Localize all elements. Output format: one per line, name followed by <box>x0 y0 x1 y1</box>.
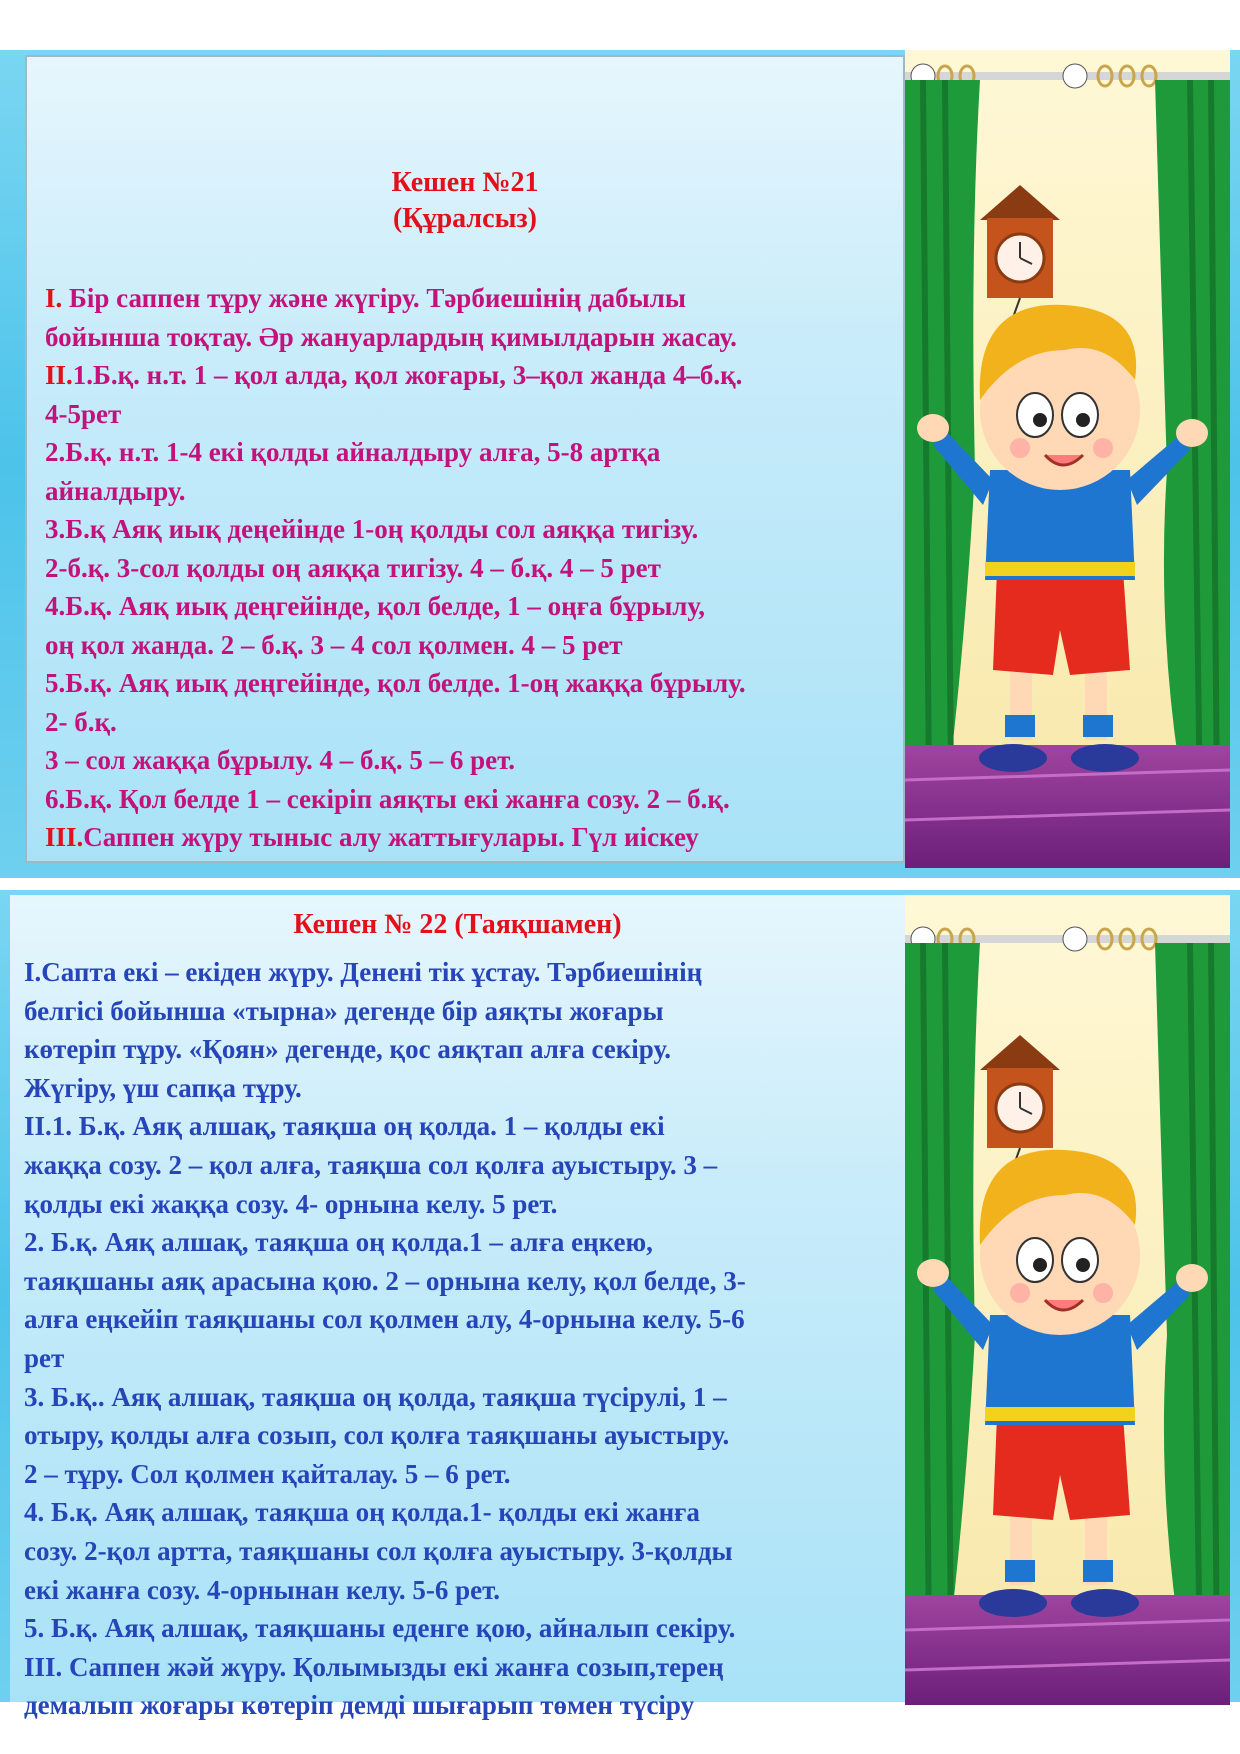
complex-22-line: рет <box>24 1342 65 1373</box>
complex-22-title: Кешен № 22 (Таяқшамен) <box>293 909 622 940</box>
complex-22-line: демалып жоғары көтеріп демді шығарып төмен түсіру <box>24 1690 695 1721</box>
complex-21-line <box>45 780 895 819</box>
line-text: Саппен жүру тыныс алу жаттығулары. Гүл иіскеу <box>83 822 699 852</box>
line-text: 4-5рет <box>45 398 122 429</box>
roman-numeral: ІІ. <box>45 360 73 390</box>
complex-22-line: созу. 2-қол артта, таяқшаны сол қолға ауыстыру. 3-қолды <box>24 1535 733 1566</box>
complex-22-line: Жүгіру, үш сапқа тұру. <box>24 1072 302 1103</box>
complex-22-line: таяқшаны аяқ арасына қою. 2 – орнына келу, қол белде, 3- <box>24 1265 746 1296</box>
complex-22-line: 2. Б.қ. Аяқ алшақ, таяқша оң қолда.1 – алға еңкею, <box>24 1227 653 1258</box>
line-text: Бір саппен тұру және жүгіру. Тәрбиешінің дабылы <box>62 283 686 313</box>
line-text: 6.Б.қ. Қол белде 1 – секіріп аяқты екі жанға созу. 2 – б.қ. <box>45 783 730 814</box>
complex-22-line: жаққа созу. 2 – қол алға, таяқша сол қолға ауыстыру. 3 – <box>24 1149 718 1180</box>
boy-with-curtains-icon <box>905 50 1230 868</box>
roman-numeral: І. <box>45 283 63 313</box>
complex-22-line: 2 – тұру. Сол қолмен қайталау. 5 – 6 рет. <box>24 1458 511 1489</box>
line-text: 5.Б.қ. Аяқ иық деңгейінде, қол белде. 1-оң жаққа бұрылу. <box>45 668 746 698</box>
complex-22-line: 3. Б.қ.. Аяқ алшақ, таяқша оң қолда, таяқша түсірулі, 1 – <box>24 1381 727 1412</box>
complex-21-subtitle: (Құралсыз) <box>392 203 538 234</box>
complex-21-line <box>45 741 895 780</box>
line-text: оң қол жанда. 2 – б.қ. 3 – 4 сол қолмен. 4 – 5 рет <box>45 629 623 660</box>
complex-21-line <box>45 472 895 511</box>
line-text: 2.Б.қ. н.т. 1-4 екі қолды айналдыру алға, 5-8 артқа <box>45 437 661 467</box>
boy-illustration-bottom <box>905 895 1230 1705</box>
roman-numeral: ІІІ. <box>45 822 84 852</box>
complex-22-line: қолды екі жаққа созу. 4- орнына келу. 5 рет. <box>24 1188 558 1219</box>
complex-21-line <box>45 549 895 588</box>
complex-21-line <box>45 818 895 857</box>
complex-21-line <box>45 587 895 626</box>
line-text: айналдыру. <box>45 475 186 506</box>
complex-21-line <box>45 626 895 665</box>
complex-22-heading <box>10 907 905 943</box>
complex-22-line: алға еңкейіп таяқшаны сол қолмен алу, 4-орнына келу. 5-6 <box>24 1304 745 1335</box>
line-text: 2-б.қ. 3-сол қолды оң аяққа тигізу. 4 – б.қ. 4 – 5 рет <box>45 552 661 583</box>
complex-21-line <box>45 510 895 549</box>
complex-21-line <box>45 664 895 703</box>
complex-21-line <box>45 279 895 318</box>
complex-22-body <box>24 953 894 1725</box>
line-text: 1.Б.қ. н.т. 1 – қол алда, қол жоғары, 3–қол жанда 4–б.қ. <box>72 360 743 390</box>
line-text: 4.Б.қ. Аяқ иық деңгейінде, қол белде, 1 – оңға бұрылу, <box>45 591 705 621</box>
complex-21-panel <box>25 55 905 863</box>
line-text: 3.Б.қ Аяқ иық деңейінде 1-оң қолды сол аяққа тигізу. <box>45 514 699 544</box>
complex-21-line <box>45 703 895 742</box>
complex-22-line: 5. Б.қ. Аяқ алшақ, таяқшаны еденге қою, айналып секіру. <box>24 1613 736 1644</box>
complex-22-line: көтеріп тұру. «Қоян» дегенде, қос аяқтап алға секіру. <box>24 1034 672 1065</box>
boy-illustration-top <box>905 50 1230 868</box>
complex-21-line <box>45 395 895 434</box>
complex-22-line: ІІІ. Саппен жәй жүру. Қолымызды екі жанға созып,терең <box>24 1651 724 1682</box>
line-text: бойынша тоқтау. Әр жануарлардың қимылдарын жасау. <box>45 321 737 352</box>
complex-22-line: отыру, қолды алға созып, сол қолға таяқшаны ауыстыру. <box>24 1420 730 1451</box>
line-text: 3 – сол жаққа бұрылу. 4 – б.қ. 5 – 6 рет. <box>45 745 516 775</box>
complex-22-line: белгісі бойынша «тырна» дегенде бір аяқты жоғары <box>24 995 664 1026</box>
complex-22-line: І.Сапта екі – екіден жүру. Денені тік ұстау. Тәрбиешінің <box>24 957 703 987</box>
line-text: 2- б.қ. <box>45 706 117 737</box>
complex-21-line <box>45 433 895 472</box>
complex-22-panel <box>10 895 905 1721</box>
boy-with-curtains-icon <box>905 895 1230 1705</box>
complex-21-body <box>45 279 895 857</box>
complex-21-title: Кешен №21 <box>391 167 539 198</box>
complex-21-heading <box>27 165 903 237</box>
complex-21-line <box>45 356 895 395</box>
complex-22-line: ІІ.1. Б.қ. Аяқ алшақ, таяқша оң қолда. 1 – қолды екі <box>24 1111 665 1142</box>
complex-22-line: екі жанға созу. 4-орнынан келу. 5-6 рет. <box>24 1574 501 1605</box>
complex-22-line: 4. Б.қ. Аяқ алшақ, таяқша оң қолда.1- қолды екі жанға <box>24 1497 700 1528</box>
complex-21-line <box>45 318 895 357</box>
